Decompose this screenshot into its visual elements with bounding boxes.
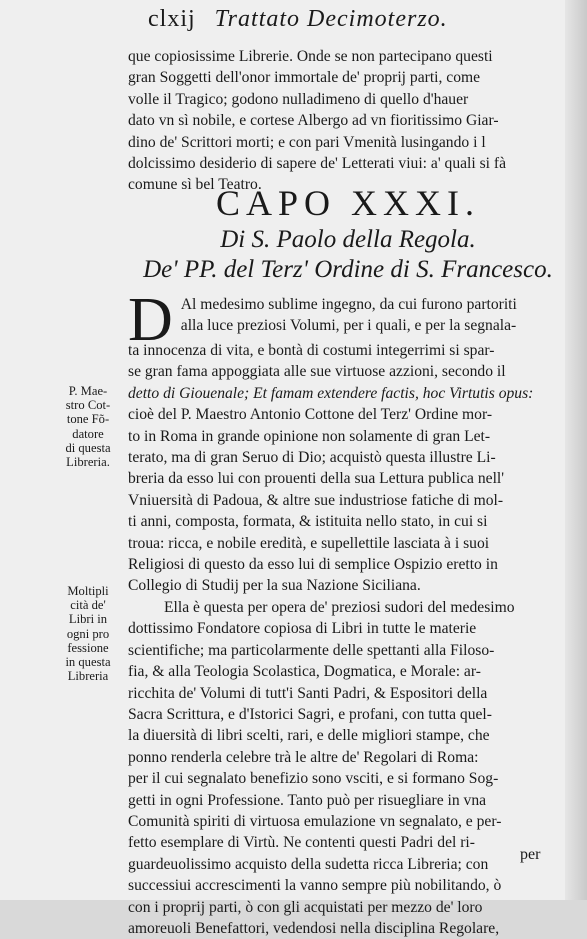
text-line: Ella è questa per opera de' preziosi sudori del medesimo <box>164 598 515 616</box>
margin-note-founder <box>52 384 124 469</box>
text-line: gran Soggetti dell'onor immortale de' proprij parti, come <box>128 69 481 87</box>
margin-note-line: stro Cot- <box>65 398 111 413</box>
text-line: se gran fama appoggiata alle sue virtuose azzioni, secondo il <box>128 363 506 381</box>
text-line: per il cui segnalato benefizio sono vsciti, e si formano Sog- <box>128 770 499 788</box>
margin-note-multiplicity <box>52 584 124 683</box>
text-line: alla luce preziosi Volumi, per i quali, e per la segnala- <box>180 317 517 335</box>
text-line: dato vn sì nobile, e cortese Albergo ad vn fioritissimo Giar- <box>128 112 499 130</box>
text-line: guardeuolissimo acquisto della sudetta ricca Libreria; con <box>128 855 489 873</box>
margin-note-line: cità de' <box>70 598 106 613</box>
text-line: getti in ogni Professione. Tanto può per risuegliare in vna <box>128 791 487 809</box>
text-line: Collegio di Studij per la sua Nazione Siciliana. <box>128 577 421 595</box>
margin-note-line: di questa <box>65 440 111 455</box>
text-line: ti anni, composta, formata, & istituita nello stato, in cui si <box>128 513 488 531</box>
text-line: ricchita de' Volumi di tutt'i Santi Padri, & Espositori della <box>128 684 488 702</box>
text-line: Sacra Scrittura, e d'Istorici Sagri, e profani, con tutta quel- <box>128 705 492 723</box>
text-line: ta innocenza di vita, e bontà di costumi integerrimi si spar- <box>128 342 495 359</box>
text-line: cioè del P. Maestro Antonio Cottone del Terz' Ordine mor- <box>128 406 493 424</box>
chapter-subtitle-1: Di S. Paolo della Regola. <box>220 226 476 253</box>
text-line: breria da esso lui con prouenti della sua Lettura publica nell' <box>128 470 505 488</box>
margin-note-line: tone Fõ- <box>66 412 110 427</box>
chapter-subtitle-2: De' PP. del Terz' Ordine di S. Francesco. <box>143 256 553 283</box>
text-line: detto di Giouenale; Et famam extendere factis, hoc Virtutis opus: <box>128 384 534 402</box>
text-line: Al medesimo sublime ingegno, da cui furono partoriti <box>180 296 517 313</box>
margin-note-line: Moltipli <box>67 584 109 598</box>
margin-note-line: Libreria <box>67 669 109 684</box>
text-line: dolcissimo desiderio di sapere de' Letterati viui: a' quali si fà <box>128 155 507 173</box>
margin-note-line: P. Mae- <box>68 384 108 398</box>
text-line: volle il Tragico; godono nulladimeno di quello d'hauer <box>128 90 469 108</box>
text-line: Comunità spiriti di virtuosa emulazione vn segnalato, e per- <box>128 812 502 830</box>
running-title: Trattato Decimoterzo. <box>214 6 448 32</box>
text-line: Religiosi di questo da esso lui di semplice Ospizio eretto in <box>128 556 498 574</box>
previous-chapter-ending <box>128 46 568 196</box>
drop-cap: D <box>128 286 173 354</box>
catchword: per <box>520 846 541 863</box>
text-line: que copiosissime Librerie. Onde se non partecipano questi <box>128 48 493 65</box>
chapter-body <box>128 286 568 939</box>
text-line: successiui accrescimenti la vanno sempre più nobilitando, ò <box>128 877 502 895</box>
margin-note-line: ogni pro <box>66 626 110 641</box>
text-line: to in Roma in grande opinione non solamente di gran Let- <box>128 427 491 445</box>
text-line: scientifiche; ma particolarmente delle spettanti alla Filoso- <box>128 641 495 659</box>
text-line: ponno renderla celebre trà le altre de' Regolari di Roma: <box>128 748 479 766</box>
margin-note-line: in questa <box>65 655 111 670</box>
margin-note-line: Libreria. <box>66 455 110 470</box>
text-line: comune sì bel Teatro. <box>128 176 262 194</box>
text-line: la diuersità di libri scelti, rari, e delle migliori stampe, che <box>128 727 490 745</box>
text-line: terato, ma di gran Seruo di Dio; acquistò questa illustre Li- <box>128 449 496 467</box>
page-number: clxij <box>148 6 196 32</box>
text-line: Vniuersità di Padoua, & altre sue industriose fatiche di mol- <box>128 491 504 509</box>
text-line: fia, & alla Teologia Scolastica, Dogmatica, e Morale: ar- <box>128 663 481 681</box>
margin-note-line: Libri in <box>68 612 108 627</box>
text-line: fetto esemplare di Virtù. Ne contenti questi Padri del ri- <box>128 834 475 852</box>
page-gutter-shadow <box>565 0 587 900</box>
chapter-heading: CAPO XXXI. <box>215 183 480 223</box>
text-line: dino de' Scrittori morti; e con pari Vmenità lusingando i l <box>128 133 486 151</box>
text-line: dottissimo Fondatore copiosa di Libri in tutte le materie <box>128 620 477 638</box>
text-line: amoreuoli Benefattori, vedendosi nella disciplina Regolare, <box>128 919 500 937</box>
text-line: con i proprij parti, ò con gli acquistati per mezzo de' loro <box>128 898 483 916</box>
text-line: troua: ricca, e nobile eredità, e supellettile lasciata à i suoi <box>128 534 490 552</box>
margin-note-line: fessione <box>67 640 109 655</box>
running-head <box>148 6 568 33</box>
margin-note-line: datore <box>72 426 104 441</box>
